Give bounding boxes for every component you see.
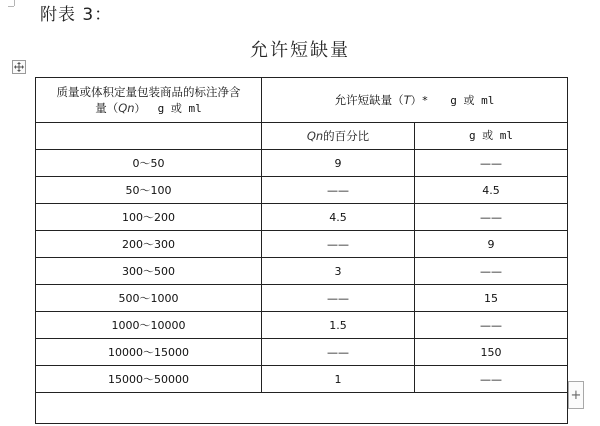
gml-subheader: g 或 ml [415,123,568,150]
net-content-range-cell: 300～500 [36,258,262,285]
shortage-table [35,77,568,424]
gml-cell: 15 [415,285,568,312]
net-content-header-line2: 量（Qn） g 或 ml [95,100,202,115]
allowed-shortage-header: 允许短缺量（T）* g 或 ml [262,78,568,123]
table-row [36,231,568,258]
table-header-row [36,78,568,123]
table-row [36,150,568,177]
percent-cell: —— [262,339,415,366]
qn-symbol: Qn [118,100,135,115]
table-subheader-row [36,123,568,150]
percent-subheader: Qn的百分比 [262,123,415,150]
gml-cell: —— [415,258,568,285]
table-row [36,177,568,204]
gml-cell: —— [415,312,568,339]
net-content-range-cell: 0～50 [36,150,262,177]
percent-cell: 4.5 [262,204,415,231]
table-row [36,366,568,393]
table-move-handle[interactable] [12,60,26,74]
percent-cell: 1.5 [262,312,415,339]
page-corner-mark [8,6,14,8]
net-content-header [36,78,262,123]
percent-cell: —— [262,231,415,258]
qn-symbol: Qn [306,129,324,143]
gml-cell: 9 [415,231,568,258]
gml-cell: —— [415,150,568,177]
move-arrows-icon [14,62,24,72]
t-symbol: T [403,92,411,107]
gml-cell: 150 [415,339,568,366]
appendix-label: 附表 3： [40,5,113,25]
table-row [36,312,568,339]
table-row [36,204,568,231]
table-title: 允许短缺量 [250,40,350,61]
table-row [36,339,568,366]
gml-cell: —— [415,204,568,231]
table-row [36,285,568,312]
percent-cell: —— [262,285,415,312]
table-row [36,258,568,285]
percent-cell: 9 [262,150,415,177]
net-content-range-cell: 100～200 [36,204,262,231]
gml-cell: 4.5 [415,177,568,204]
empty-subheader-cell [36,123,262,150]
add-row-button[interactable]: + [568,381,584,409]
percent-cell: 3 [262,258,415,285]
net-content-range-cell: 500～1000 [36,285,262,312]
net-content-range-cell: 1000～10000 [36,312,262,339]
percent-cell: —— [262,177,415,204]
net-content-range-cell: 15000～50000 [36,366,262,393]
net-content-range-cell: 50～100 [36,177,262,204]
net-content-range-cell: 200～300 [36,231,262,258]
empty-cell [36,393,568,424]
table-body [36,150,568,393]
percent-cell: 1 [262,366,415,393]
net-content-range-cell: 10000～15000 [36,339,262,366]
empty-table-row [36,393,568,424]
net-content-header-line1: 质量或体积定量包装商品的标注净含 [56,84,241,99]
gml-cell: —— [415,366,568,393]
